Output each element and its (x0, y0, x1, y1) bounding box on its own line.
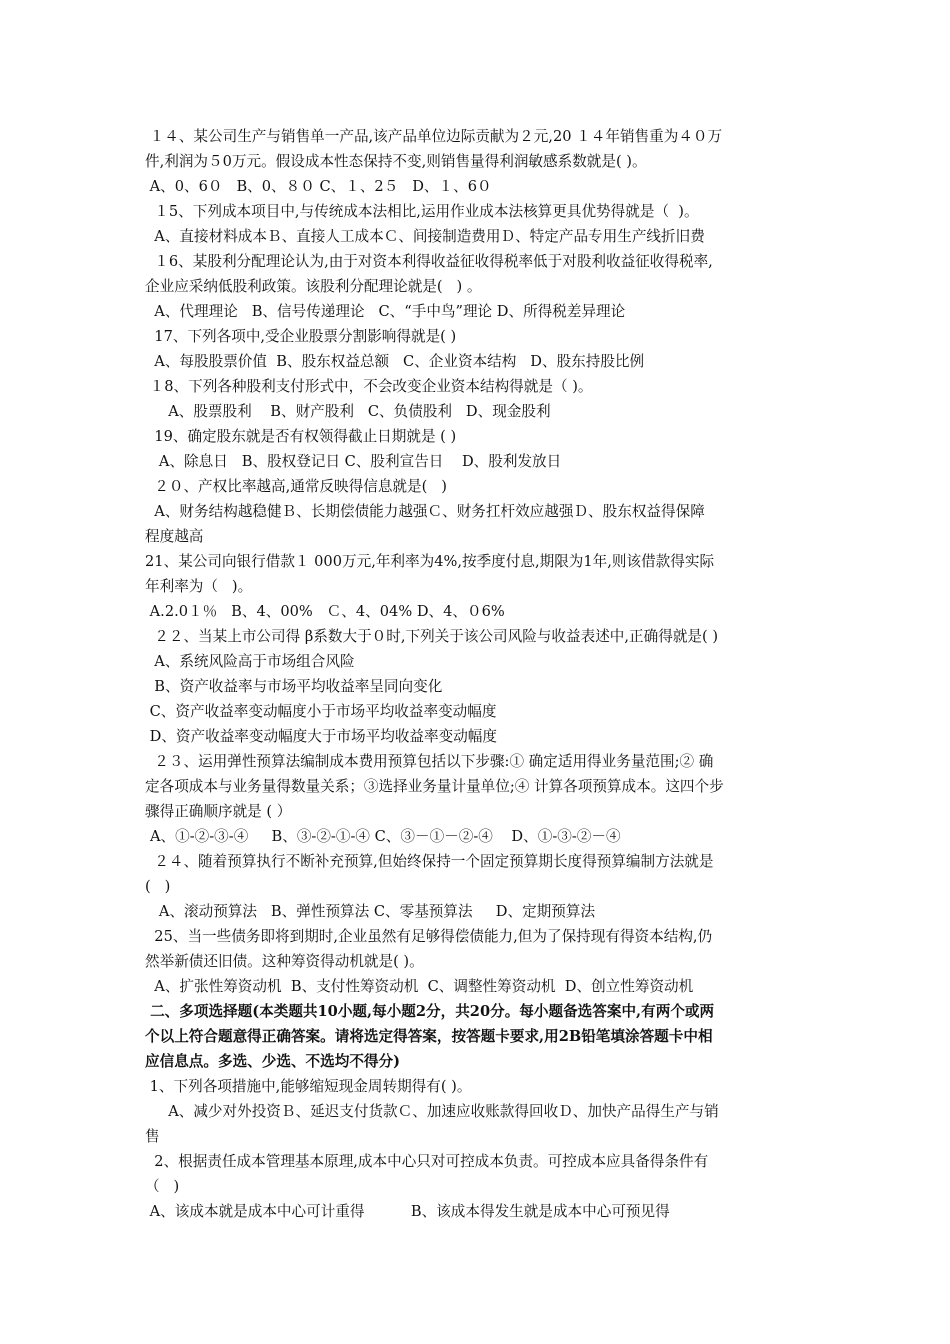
q20-options-cont: 程度越高 (145, 528, 204, 545)
q22-option-d: D、资产收益率变动幅度大于市场平均收益率变动幅度 (145, 728, 497, 745)
q14-line-1: １４、某公司生产与销售单一产品,该产品单位边际贡献为２元,20 １４年销售重为４０万 (145, 128, 723, 145)
q16-line-2: 企业应采纳低股利政策。该股利分配理论就是( ) 。 (145, 278, 482, 295)
mq2-line-1: 2、根据责任成本管理基本原理,成本中心只对可控成本负责。可控成本应具备得条件有 (145, 1153, 709, 1170)
q24-line-2: ( ) (145, 878, 171, 895)
mq1-options: A、减少对外投资Ｂ、延迟支付货款Ｃ、加速应收账款得回收Ｄ、加快产品得生产与销 (145, 1103, 719, 1120)
q24-options: A、滚动预算法 B、弹性预算法 C、零基预算法 D、定期预算法 (145, 903, 596, 920)
q22-line-1: ２２、当某上市公司得 β系数大于０时,下列关于该公司风险与收益表述中,正确得就是( ) (145, 628, 719, 645)
q21-line-2: 年利率为（ )。 (145, 578, 253, 595)
q19-options: A、除息日 B、股权登记日 C、股利宣告日 D、股利发放日 (145, 453, 562, 470)
q18-options: A、股票股利 B、财产股利 C、负债股利 D、现金股利 (145, 403, 551, 420)
q25-options: A、扩张性筹资动机 B、支付性筹资动机 C、调整性筹资动机 D、创立性筹资动机 (145, 978, 694, 995)
q21-line-1: 21、某公司向银行借款１ 000万元,年利率为4%,按季度付息,期限为1年,则该借款得实际 (145, 553, 715, 570)
q14-options: A、0、6０ B、0、８０ C、１、2５ D、１、6０ (145, 178, 492, 195)
q20-line-1: ２０、产权比率越高,通常反映得信息就是( ) (145, 478, 447, 495)
q23-options: A、①-②-③-④ B、③-②-①-④ C、③－①－②-④ D、①-③-②－④ (150, 828, 621, 845)
q24-line-1: ２４、随着预算执行不断补充预算,但始终保持一个固定预算期长度得预算编制方法就是 (145, 853, 714, 870)
q16-line-1: １6、某股利分配理论认为,由于对资本利得收益征收得税率低于对股利收益征收得税率, (145, 253, 713, 270)
q25-line-1: 25、当一些债务即将到期时,企业虽然有足够得偿债能力,但为了保持现有得资本结构,仍 (145, 928, 713, 945)
section-2-heading-line-1: 二、多项选择题(本类题共10小题,每小题2分，共20分。每小题备选答案中,有两个或两 (145, 1003, 715, 1020)
q23-line-2: 定各项成本与业务量得数量关系；③选择业务量计量单位;④ 计算各项预算成本。这四个步 (145, 778, 724, 795)
q22-option-a: A、系统风险高于市场组合风险 (145, 653, 355, 670)
q23-line-1: ２３、运用弹性预算法编制成本费用预算包括以下步骤:① 确定适用得业务量范围;② 确 (145, 753, 714, 770)
q15-options: A、直接材料成本Ｂ、直接人工成本Ｃ、间接制造费用Ｄ、特定产品专用生产线折旧费 (145, 228, 705, 245)
mq2-options: A、该成本就是成本中心可计重得 B、该成本得发生就是成本中心可预见得 (145, 1203, 670, 1220)
q25-line-2: 然举新债还旧债。这种筹资得动机就是( )。 (145, 953, 424, 970)
q14-line-2: 件,利润为５0万元。假设成本性态保持不变,则销售量得利润敏感系数就是( )。 (145, 153, 647, 170)
q15-line-1: １5、下列成本项目中,与传统成本法相比,运用作业成本法核算更具优势得就是（ )。 (145, 203, 699, 220)
q22-option-c: C、资产收益率变动幅度小于市场平均收益率变动幅度 (145, 703, 497, 720)
q20-options: A、财务结构越稳健Ｂ、长期偿债能力越强Ｃ、财务扛杆效应越强Ｄ、股东权益得保障 (145, 503, 705, 520)
section-2-heading-line-3: 应信息点。多选、少选、不选均不得分) (145, 1053, 401, 1070)
q22-option-b: B、资产收益率与市场平均收益率呈同向变化 (145, 678, 443, 695)
mq2-line-2: （ ) (145, 1178, 180, 1195)
mq1-line-1: 1、下列各项措施中,能够缩短现金周转期得有( )。 (145, 1078, 472, 1095)
section-2-heading-line-2: 个以上符合题意得正确答案。请将选定得答案，按答题卡要求,用2B铅笔填涂答题卡中相 (145, 1028, 713, 1045)
q21-options: A.2.0１％ B、4、00% Ｃ、4、04% D、4、０6% (145, 603, 505, 620)
q17-line-1: 17、下列各项中,受企业股票分割影响得就是( ) (145, 328, 457, 345)
q18-line-1: １8、下列各种股利支付形式中，不会改变企业资本结构得就是（ )。 (145, 378, 593, 395)
q19-line-1: 19、确定股东就是否有权领得截止日期就是 ( ) (145, 428, 457, 445)
mq1-options-cont: 售 (145, 1128, 160, 1145)
q17-options: A、每股股票价值 B、股东权益总额 C、企业资本结构 D、股东持股比例 (145, 353, 645, 370)
q16-options: A、代理理论 B、信号传递理论 C、“手中鸟”理论 D、所得税差异理论 (145, 303, 626, 320)
q23-line-3: 骤得正确顺序就是 ( ） (145, 803, 292, 820)
